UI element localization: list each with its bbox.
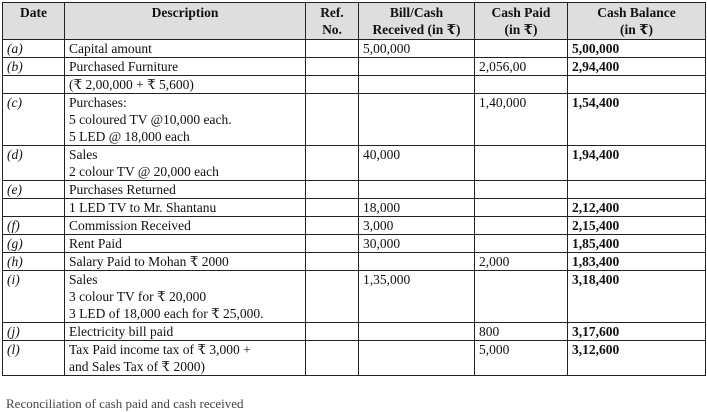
cell-description — [65, 271, 306, 323]
cell-balance: 1,85,400 — [568, 235, 706, 253]
description-line: and Sales Tax of ₹ 2000) — [69, 359, 205, 374]
cell-received — [359, 76, 475, 94]
description-line: 5 coloured TV @10,000 each. — [69, 112, 232, 127]
cell-ref-no — [306, 217, 359, 235]
cell-date: (b) — [3, 58, 65, 76]
ledger-body — [3, 40, 706, 376]
cell-balance: 1,94,400 — [568, 146, 706, 181]
cell-date: (i) — [3, 271, 65, 323]
header-cash-balance — [568, 3, 706, 40]
cell-ref-no — [306, 76, 359, 94]
cell-description — [65, 341, 306, 376]
header-ref-no — [306, 3, 359, 40]
cell-description — [65, 181, 306, 199]
cell-ref-no — [306, 271, 359, 323]
description-line: Tax Paid income tax of ₹ 3,000 + — [69, 342, 251, 357]
cell-paid — [475, 235, 568, 253]
header-bill-line2: Received (in ₹) — [372, 22, 461, 37]
cell-description — [65, 217, 306, 235]
cell-paid: 2,056,00 — [475, 58, 568, 76]
cell-paid — [475, 199, 568, 217]
description-line: Purchases Returned — [69, 182, 176, 197]
cell-received: 1,35,000 — [359, 271, 475, 323]
cell-paid — [475, 146, 568, 181]
header-description: Description — [65, 3, 306, 40]
description-line: Sales — [69, 272, 98, 287]
cell-description — [65, 76, 306, 94]
cell-paid: 5,000 — [475, 341, 568, 376]
header-date: Date — [3, 3, 65, 40]
cell-paid — [475, 76, 568, 94]
cell-ref-no — [306, 146, 359, 181]
cell-paid — [475, 217, 568, 235]
cell-received — [359, 253, 475, 271]
cell-ref-no — [306, 58, 359, 76]
cell-received: 5,00,000 — [359, 40, 475, 58]
description-line: Capital amount — [69, 41, 152, 56]
cell-paid — [475, 271, 568, 323]
table-row — [3, 271, 706, 323]
cell-date — [3, 199, 65, 217]
cell-ref-no — [306, 323, 359, 341]
cell-received: 30,000 — [359, 235, 475, 253]
cell-description — [65, 199, 306, 217]
description-line: Rent Paid — [69, 236, 122, 251]
cell-paid — [475, 40, 568, 58]
header-ref-line2: No. — [322, 22, 342, 37]
header-ref-line1: Ref. — [320, 5, 344, 20]
cell-paid: 2,000 — [475, 253, 568, 271]
cell-balance: 3,12,600 — [568, 341, 706, 376]
description-line: Electricity bill paid — [69, 324, 174, 339]
table-row — [3, 40, 706, 58]
cell-received — [359, 58, 475, 76]
cell-received — [359, 94, 475, 146]
cell-balance: 3,18,400 — [568, 271, 706, 323]
header-bill-line1: Bill/Cash — [389, 5, 444, 20]
cell-ref-no — [306, 40, 359, 58]
cell-date: (g) — [3, 235, 65, 253]
cell-ref-no — [306, 181, 359, 199]
cell-description — [65, 146, 306, 181]
cell-date: (j) — [3, 323, 65, 341]
header-paid-line2: (in ₹) — [504, 22, 538, 37]
cell-description — [65, 235, 306, 253]
description-line: Purchased Furniture — [69, 59, 179, 74]
header-cash-paid — [475, 3, 568, 40]
cell-received: 3,000 — [359, 217, 475, 235]
cell-received — [359, 341, 475, 376]
header-bal-line2: (in ₹) — [619, 22, 654, 37]
cell-paid: 800 — [475, 323, 568, 341]
cell-received: 40,000 — [359, 146, 475, 181]
table-row — [3, 217, 706, 235]
cell-date: (a) — [3, 40, 65, 58]
header-bill-cash-received — [359, 3, 475, 40]
table-row — [3, 94, 706, 146]
description-line: 3 colour TV for ₹ 20,000 — [69, 289, 207, 304]
header-bal-line1: Cash Balance — [597, 5, 676, 20]
description-line: 1 LED TV to Mr. Shantanu — [69, 200, 217, 215]
cell-date: (l) — [3, 341, 65, 376]
cell-date: (c) — [3, 94, 65, 146]
cell-date: (h) — [3, 253, 65, 271]
table-row — [3, 146, 706, 181]
cash-ledger-table — [2, 2, 706, 376]
table-row — [3, 181, 706, 199]
cell-description — [65, 58, 306, 76]
cell-ref-no — [306, 199, 359, 217]
cell-balance: 1,83,400 — [568, 253, 706, 271]
cell-date: (e) — [3, 181, 65, 199]
cell-description — [65, 94, 306, 146]
table-row — [3, 58, 706, 76]
description-line: (₹ 2,00,000 + ₹ 5,600) — [69, 77, 194, 92]
cell-balance: 3,17,600 — [568, 323, 706, 341]
cell-balance — [568, 181, 706, 199]
cell-received: 18,000 — [359, 199, 475, 217]
table-row — [3, 76, 706, 94]
cell-balance — [568, 76, 706, 94]
cell-date: (f) — [3, 217, 65, 235]
cell-balance: 2,94,400 — [568, 58, 706, 76]
table-row — [3, 341, 706, 376]
cell-received — [359, 323, 475, 341]
cell-paid — [475, 181, 568, 199]
footnote: Reconciliation of cash paid and cash received — [6, 396, 244, 411]
cell-paid: 1,40,000 — [475, 94, 568, 146]
description-line: 2 colour TV @ 20,000 each — [69, 164, 219, 179]
table-row — [3, 199, 706, 217]
cell-balance: 2,12,400 — [568, 199, 706, 217]
description-line: Salary Paid to Mohan ₹ 2000 — [69, 254, 229, 269]
description-line: Commission Received — [69, 218, 191, 233]
cell-balance: 1,54,400 — [568, 94, 706, 146]
table-row — [3, 235, 706, 253]
ledger-container — [2, 2, 706, 376]
description-line: 5 LED @ 18,000 each — [69, 129, 190, 144]
header-row — [3, 3, 706, 40]
cell-date — [3, 76, 65, 94]
table-row — [3, 253, 706, 271]
cell-ref-no — [306, 235, 359, 253]
cell-ref-no — [306, 341, 359, 376]
cell-description — [65, 323, 306, 341]
description-line: Sales — [69, 147, 98, 162]
cell-description — [65, 40, 306, 58]
cell-received — [359, 181, 475, 199]
header-paid-line1: Cash Paid — [491, 5, 551, 20]
cell-balance: 2,15,400 — [568, 217, 706, 235]
description-line: Purchases: — [69, 95, 127, 110]
table-row — [3, 323, 706, 341]
description-line: 3 LED of 18,000 each for ₹ 25,000. — [69, 306, 264, 321]
cell-ref-no — [306, 94, 359, 146]
cell-description — [65, 253, 306, 271]
cell-balance: 5,00,000 — [568, 40, 706, 58]
cell-date: (d) — [3, 146, 65, 181]
cell-ref-no — [306, 253, 359, 271]
